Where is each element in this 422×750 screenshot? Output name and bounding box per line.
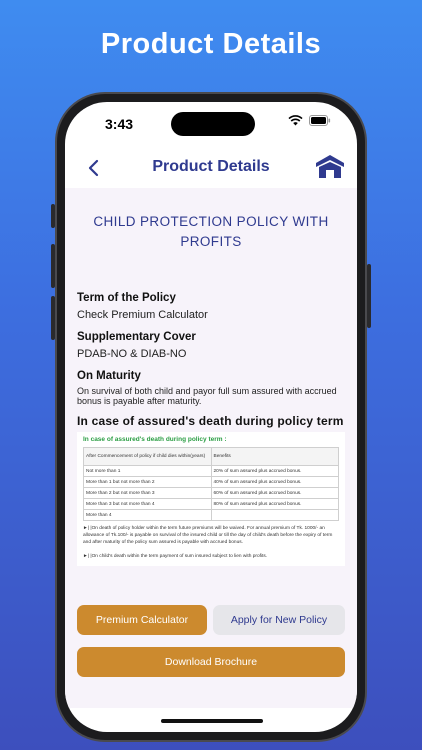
table-header-cell: After Commencement of policy if child dies within(years) <box>84 448 212 466</box>
death-benefit-heading: In case of assured's death during policy term <box>77 414 344 428</box>
benefit-document <box>77 432 345 566</box>
navigation-bar <box>65 150 357 186</box>
phone-frame <box>55 92 367 742</box>
table-cell: Not more than 1 <box>84 466 212 477</box>
maturity-heading: On Maturity <box>77 370 141 382</box>
app-screen <box>65 102 357 732</box>
status-bar <box>65 102 357 146</box>
document-note: ►| |On child's death within the term payment of sum insured subject to lien with profits. <box>83 554 268 559</box>
download-brochure-button[interactable]: Download Brochure <box>77 647 345 677</box>
document-note: ►| |On death of policy holder within the term future premiums will be waived. For annual premium of Tk. 1000/- an allowance of Tk.100/- is payable on survival of the insured child or till the day of child's death before the expiry of term and after maturity of the policy sum assured is payable with accrued bonus. <box>83 526 333 545</box>
table-cell <box>211 510 339 521</box>
wifi-icon <box>288 115 303 126</box>
table-cell: More than 2 but not more than 3 <box>84 488 212 499</box>
table-cell: 60% of sum assured plus accrued bonus. <box>211 488 339 499</box>
supplementary-heading: Supplementary Cover <box>77 331 196 343</box>
table-cell: More than 4 <box>84 510 212 521</box>
table-row <box>84 499 339 510</box>
phone-power-button <box>367 264 371 328</box>
table-header-row <box>84 448 339 466</box>
phone-volume-down <box>51 296 55 340</box>
nav-title: Product Details <box>152 158 270 175</box>
supplementary-value: PDAB-NO & DIAB-NO <box>77 348 187 360</box>
term-value: Check Premium Calculator <box>77 309 208 321</box>
table-row <box>84 488 339 499</box>
table-cell: 40% of sum assured plus accrued bonus. <box>211 477 339 488</box>
table-cell: 20% of sum assured plus accrued bonus. <box>211 466 339 477</box>
table-cell: 80% of sum assured plus accrued bonus. <box>211 499 339 510</box>
battery-icon <box>309 115 331 126</box>
table-cell: More than 1 but not more than 2 <box>84 477 212 488</box>
term-heading: Term of the Policy <box>77 292 176 304</box>
benefit-table <box>83 447 339 521</box>
status-time: 3:43 <box>105 116 134 132</box>
phone-volume-up <box>51 244 55 288</box>
table-row <box>84 477 339 488</box>
phone-silent-switch <box>51 204 55 228</box>
table-row <box>84 466 339 477</box>
document-heading: In case of assured's death during policy term : <box>83 436 227 443</box>
table-cell: More than 3 but not more than 4 <box>84 499 212 510</box>
table-row <box>84 510 339 521</box>
company-logo-icon <box>315 154 345 180</box>
dynamic-island <box>171 112 255 136</box>
premium-calculator-button[interactable]: Premium Calculator <box>77 605 207 635</box>
status-icons <box>288 115 331 126</box>
policy-title: CHILD PROTECTION POLICY WITH PROFITS <box>93 214 329 249</box>
action-buttons-row <box>77 605 345 635</box>
table-header-cell: Benefits <box>211 448 339 466</box>
maturity-text: On survival of both child and payor full sum assured with accrued bonus is payable after maturity. <box>77 386 337 406</box>
apply-new-policy-button[interactable]: Apply for New Policy <box>213 605 345 635</box>
home-indicator[interactable] <box>161 719 263 723</box>
banner-title: Product Details <box>100 28 322 60</box>
